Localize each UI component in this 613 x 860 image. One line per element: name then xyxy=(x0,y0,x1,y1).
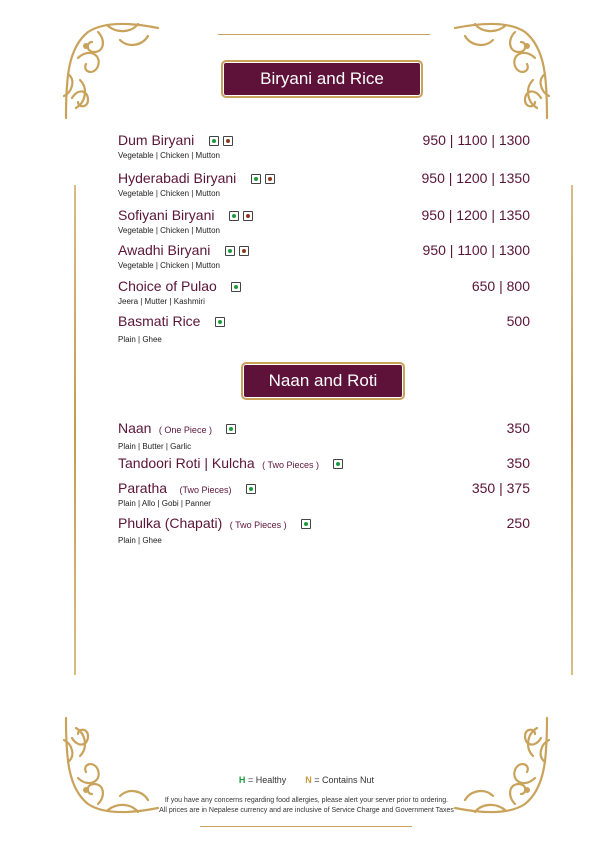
item-name: Awadhi Biryani xyxy=(118,242,211,258)
item-diet-icons xyxy=(242,480,256,497)
menu-item xyxy=(118,455,530,473)
veg-icon xyxy=(209,136,219,146)
item-name: Paratha xyxy=(118,480,168,496)
left-border-line xyxy=(74,185,76,675)
veg-icon xyxy=(251,174,261,184)
item-price: 950 | 1200 | 1350 xyxy=(421,170,530,186)
section-title-biryani-and-rice: Biryani and Rice xyxy=(223,62,421,96)
item-options: Jeera | Mutter | Kashmiri xyxy=(118,297,205,306)
item-diet-icons xyxy=(329,455,343,472)
veg-icon xyxy=(231,282,241,292)
veg-icon xyxy=(246,484,256,494)
veg-icon xyxy=(333,459,343,469)
menu-item xyxy=(118,170,530,198)
item-note: (Two Pieces) xyxy=(179,485,232,495)
item-options: Plain | Butter | Garlic xyxy=(118,442,192,451)
right-border-line xyxy=(571,185,573,675)
item-price: 950 | 1100 | 1300 xyxy=(422,242,530,258)
top-divider xyxy=(218,34,430,35)
menu-item xyxy=(118,515,530,545)
veg-icon xyxy=(229,211,239,221)
menu-item xyxy=(118,420,530,451)
item-name: Hyderabadi Biryani xyxy=(118,170,237,186)
veg-icon xyxy=(225,246,235,256)
item-diet-icons xyxy=(211,313,225,330)
non-veg-icon xyxy=(265,174,275,184)
item-options: Vegetable | Chicken | Mutton xyxy=(118,151,220,160)
nut-label: = Contains Nut xyxy=(314,775,375,785)
menu-item xyxy=(118,242,530,270)
item-diet-icons xyxy=(222,420,236,437)
item-price: 250 xyxy=(506,515,530,531)
item-name: Phulka (Chapati) xyxy=(118,515,223,531)
veg-icon xyxy=(215,317,225,327)
item-options: Plain | Ghee xyxy=(118,536,162,545)
healthy-label: = Healthy xyxy=(247,775,287,785)
item-note: ( One Piece ) xyxy=(158,425,212,435)
item-diet-icons xyxy=(297,515,311,532)
item-name: Sofiyani Biryani xyxy=(118,207,215,223)
item-price: 500 xyxy=(506,313,530,329)
item-price: 650 | 800 xyxy=(471,278,530,294)
menu-item xyxy=(118,278,530,306)
item-diet-icons xyxy=(205,132,233,149)
item-price: 950 | 1200 | 1350 xyxy=(421,207,530,223)
item-options: Vegetable | Chicken | Mutton xyxy=(118,226,220,235)
menu-item xyxy=(118,132,530,160)
non-veg-icon xyxy=(243,211,253,221)
section-title-naan-and-roti: Naan and Roti xyxy=(243,364,403,398)
item-note: ( Two Pieces ) xyxy=(262,460,320,470)
item-name: Tandoori Roti | Kulcha xyxy=(118,455,255,471)
item-options: Vegetable | Chicken | Mutton xyxy=(118,189,220,198)
menu-item xyxy=(118,480,530,508)
menu-item xyxy=(118,207,530,235)
item-name: Naan xyxy=(118,420,152,436)
item-diet-icons xyxy=(221,242,249,259)
healthy-key: H xyxy=(238,775,246,785)
veg-icon xyxy=(301,519,311,529)
item-options: Plain | Allo | Gobi | Panner xyxy=(118,499,211,508)
item-price: 350 xyxy=(506,455,530,471)
non-veg-icon xyxy=(223,136,233,146)
item-diet-icons xyxy=(227,278,241,295)
item-options: Plain | Ghee xyxy=(118,335,162,344)
item-name: Basmati Rice xyxy=(118,313,201,329)
price-disclaimer: All prices are in Nepalese currency and are inclusive of Service Charge and Government Taxes xyxy=(159,807,454,814)
item-name: Choice of Pulao xyxy=(118,278,217,294)
allergy-disclaimer: If you have any concerns regarding food allergies, please alert your server prior to ordering. xyxy=(164,797,449,804)
menu-item xyxy=(118,313,530,344)
item-note: ( Two Pieces ) xyxy=(229,520,287,530)
ornament-top-left xyxy=(58,18,168,128)
item-price: 950 | 1100 | 1300 xyxy=(422,132,530,148)
ornament-top-right xyxy=(445,18,555,128)
non-veg-icon xyxy=(239,246,249,256)
nut-key: N xyxy=(305,775,312,785)
veg-icon xyxy=(226,424,236,434)
item-price: 350 | 375 xyxy=(471,480,530,496)
bottom-divider xyxy=(200,826,412,827)
item-diet-icons xyxy=(247,170,275,187)
item-diet-icons xyxy=(225,207,253,224)
item-options: Vegetable | Chicken | Mutton xyxy=(118,261,220,270)
diet-legend xyxy=(0,775,613,785)
item-price: 350 xyxy=(506,420,530,436)
item-name: Dum Biryani xyxy=(118,132,195,148)
